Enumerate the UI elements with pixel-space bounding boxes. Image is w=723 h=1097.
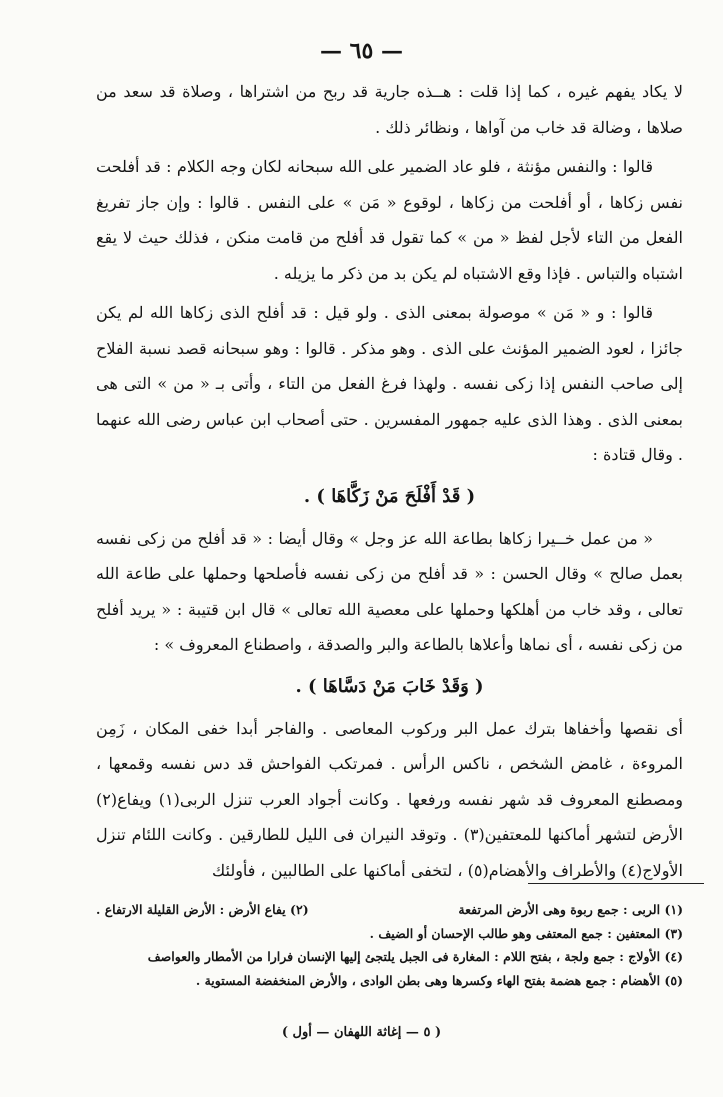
paragraph-2: قالوا : والنفس مؤنثة ، فلو عاد الضمير على الله سبحانه لكان وجه الكلام : قد أفلحت نفس زكاها ، أو أفلحت من زكاها ، لوقوع « مَن » على النفس . قالوا : وإن جاز تفريغ الفعل من التاء لأجل لفظ « من » كما تقول قد أفلح من قامت منكن ، فذلك حيث لا يقع اشتباه والتباس . فإذا وقع الاشتباه لم يكن بد من ذكر ما يزيله .	[96, 157, 683, 283]
quran-verse-1: ( قَدْ أَفْلَحَ مَنْ زَكَّاهَا ) .	[303, 485, 476, 507]
paragraph-1: لا يكاد يفهم غيره ، كما إذا قلت : هــذه جارية قد ربح من اشتراها ، وصلاة قد سعد من صلاها ، وضالة قد خاب من آواها ، ونظائر ذلك .	[96, 82, 684, 137]
book-signature: ( ٥ — إغاثة اللهفان — أول )	[281, 1025, 442, 1040]
main-text	[96, 74, 683, 892]
paragraph-3: قالوا : و « مَن » موصولة بمعنى الذى . ولو قيل : قد أفلح الذى زكاها الله لم يكن جائزا ، لعود الضمير المؤنث على الذى . وهو مذكر . قالوا : وهو سبحانه قصد نسبة الفلاح إلى صاحب النفس إذا زكى نفسه . ولهذا فرغ الفعل من التاء ، وأتى بـ « من » التى هى بمعنى الذى . وهذا الذى عليه جمهور المفسرين . حتى أصحاب ابن عباس رضى الله عنهما . وقال قتادة :	[96, 303, 683, 464]
footnote-row-1	[96, 898, 683, 922]
footnote-1: (١) الربى : جمع ربوة وهى الأرض المرتفعة	[458, 902, 683, 917]
page-number: — ٦٥ —	[320, 38, 403, 64]
footnote-5: (٥) الأهضام : جمع هضمة بفتح الهاء وكسرها وهى بطن الوادى ، والأرض المنخفضة المستوية .	[195, 972, 683, 988]
footnotes	[96, 898, 683, 992]
footnote-3: (٣) المعتفين : جمع المعتفى وهو طالب الإحسان أو الضيف .	[369, 925, 683, 941]
footnote-4: (٤) الأولاج : جمع ولجة ، بفتح اللام : المغارة فى الجبل يلتجئ إليها الإنسان فرارا من الأمطار والعواصف	[147, 949, 683, 964]
paragraph-5: أى نقصها وأخفاها بترك عمل البر وركوب المعاصى . والفاجر أبدا خفى المكان ، زَمِن المروءة ، غامض الشخص ، ناكس الرأس . فمرتكب الفواحش قد دس نفسه وقمعها ، ومصطنع المعروف قد شهر نفسه ورفعها . وكانت أجواد العرب تنزل الربى(١) ويفاع(٢) الأرض لتشهر أماكنها للمعتفين(٣) . وتوقد النيران فى الليل للطارقين . وكانت اللئام تنزل الأولاج(٤) والأطراف والأهضام(٥) ، لتخفى أماكنها على الطالبين ، فأولئك	[96, 718, 684, 880]
paragraph-4: « من عمل خــيرا زكاها بطاعة الله عز وجل » وقال أيضا : « قد أفلح من زكى نفسه بعمل صالح » وقال الحسن : « قد أفلح من زكى نفسه فأصلحها وحملها على طاعة الله تعالى ، وقد خاب من أهلكها وحملها على معصية الله تعالى » قال ابن قتيبة : « يريد أفلح من زكى نفسه ، أى نماها وأعلاها بالطاعة والبر والصدقة ، واصطناع المعروف » :	[96, 528, 683, 654]
footnote-2: (٢) يفاع الأرض : الأرض القليلة الارتفاع .	[96, 902, 309, 917]
quran-verse-2: ( وَقَدْ خَابَ مَنْ دَسَّاهَا ) .	[295, 675, 484, 697]
footnote-divider	[528, 883, 704, 884]
